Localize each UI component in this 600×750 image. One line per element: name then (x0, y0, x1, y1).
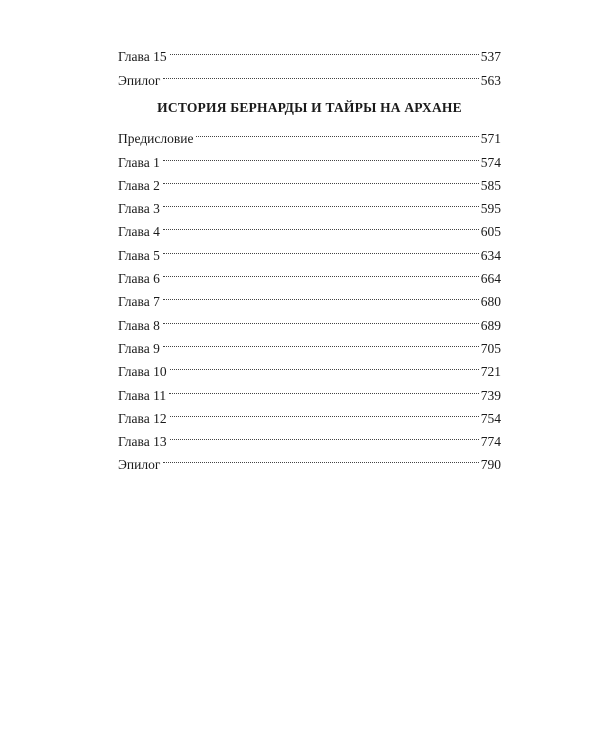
toc-entry-page: 774 (480, 434, 501, 450)
toc-entry-page: 790 (480, 457, 501, 473)
toc-entry (118, 190, 501, 217)
toc-entry-title: Глава 1 (118, 154, 160, 170)
toc-entry-title: Эпилог (118, 72, 161, 88)
toc-entry (118, 236, 501, 263)
toc-entry-page: 689 (480, 317, 501, 333)
dot-leader (169, 376, 479, 399)
toc-entry-page: 634 (480, 247, 501, 263)
toc-entry-title: Глава 5 (118, 247, 160, 263)
dot-leader (163, 61, 478, 84)
toc-entry-title: Глава 12 (118, 410, 167, 426)
toc-entry-page: 563 (480, 72, 501, 88)
toc-entry-page: 574 (480, 154, 501, 170)
toc-entry-page: 739 (480, 387, 501, 403)
toc-entry (118, 167, 501, 193)
toc-entry-title: Глава 15 (118, 49, 167, 65)
toc-entry (118, 283, 501, 310)
toc-entry-page: 754 (480, 410, 501, 426)
toc-entry-title: Эпилог (118, 457, 161, 473)
toc-entry-title: Глава 10 (118, 364, 167, 380)
dot-leader (163, 330, 479, 353)
toc-entry (118, 61, 501, 88)
toc-entry-title: Глава 2 (118, 177, 160, 193)
toc-entry-title: Глава 8 (118, 317, 160, 333)
toc-entry-title: Глава 3 (118, 201, 160, 217)
toc-entry (118, 330, 501, 356)
toc-entry (118, 376, 501, 403)
toc-entry-title: Глава 13 (118, 434, 167, 450)
toc-entry (118, 400, 501, 426)
toc-entry-title: Предисловие (118, 131, 194, 147)
section-heading: ИСТОРИЯ БЕРНАРДЫ И ТАЙРЫ НА АРХАНЕ (157, 100, 462, 115)
toc-entry-page: 680 (480, 294, 501, 310)
toc-entry (118, 38, 501, 65)
dot-leader (163, 283, 479, 306)
toc-entry-page: 571 (480, 131, 501, 147)
toc-entry-title: Глава 11 (118, 387, 167, 403)
toc-entry (118, 260, 501, 287)
toc-section-block (118, 120, 501, 473)
toc-top-block (118, 38, 501, 88)
dot-leader (163, 236, 479, 259)
dot-leader (170, 400, 479, 423)
toc-entry-title: Глава 7 (118, 294, 160, 310)
toc-entry (118, 446, 501, 473)
dot-leader (163, 143, 479, 166)
toc-entry-page: 605 (480, 224, 501, 240)
toc-entry-title: Глава 9 (118, 340, 160, 356)
toc-entry-page: 585 (480, 177, 501, 193)
toc-entry-page: 537 (480, 49, 501, 65)
dot-leader (163, 190, 479, 213)
toc-entry (118, 353, 501, 380)
dot-leader (170, 353, 479, 376)
dot-leader (163, 167, 479, 190)
dot-leader (196, 120, 478, 143)
dot-leader (163, 446, 478, 469)
toc-entry (118, 143, 501, 170)
toc-entry (118, 213, 501, 240)
toc-entry-page: 705 (480, 340, 501, 356)
toc-entry (118, 120, 501, 147)
toc-entry-page: 595 (480, 201, 501, 217)
toc-entry (118, 423, 501, 450)
toc-entry-page: 721 (480, 364, 501, 380)
dot-leader (163, 213, 479, 236)
dot-leader (163, 260, 479, 283)
toc-entry (118, 306, 501, 333)
toc-entry-title: Глава 6 (118, 271, 160, 287)
dot-leader (170, 38, 479, 61)
dot-leader (163, 306, 479, 329)
dot-leader (170, 423, 479, 446)
toc-entry-page: 664 (480, 271, 501, 287)
toc-entry-title: Глава 4 (118, 224, 160, 240)
